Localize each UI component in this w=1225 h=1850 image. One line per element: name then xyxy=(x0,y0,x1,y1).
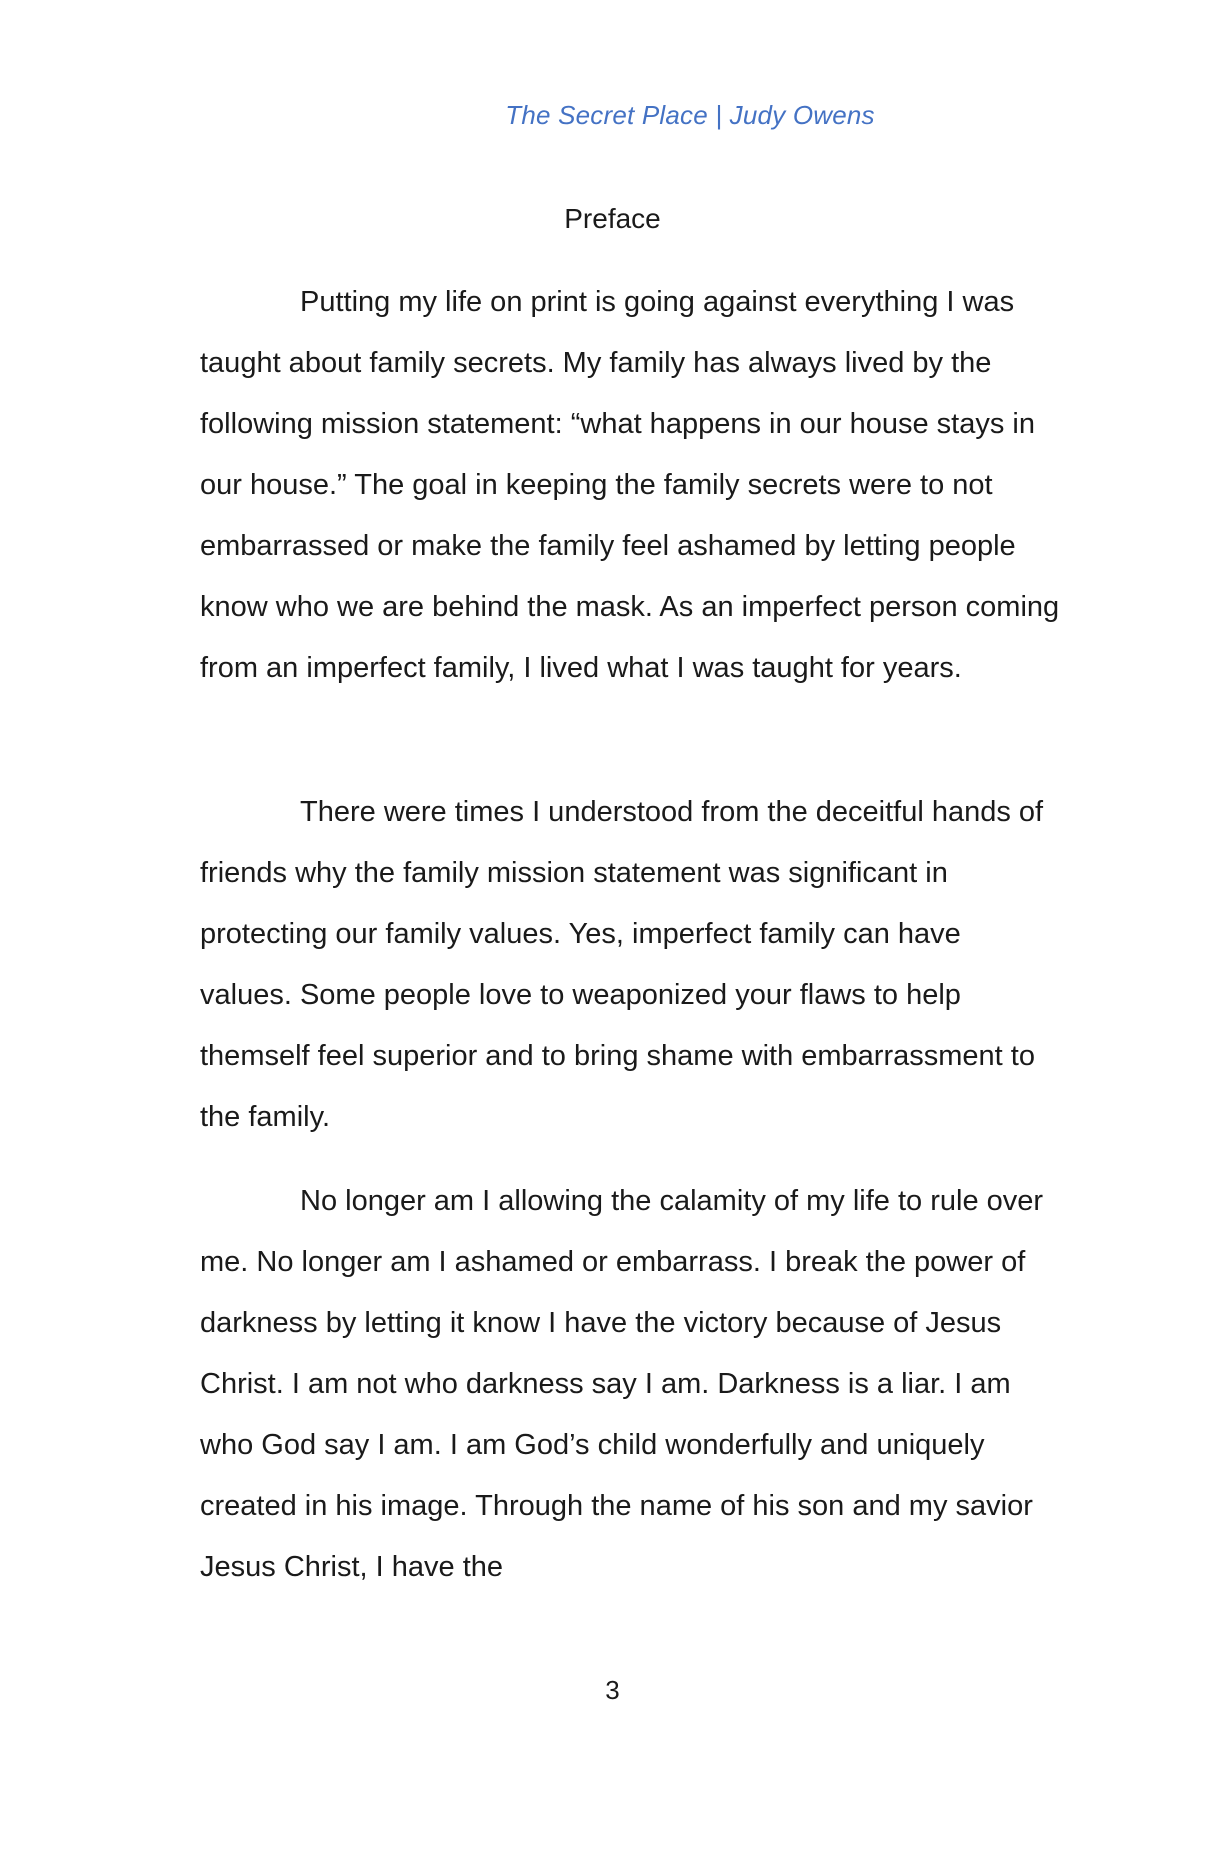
paragraph-3: No longer am I allowing the calamity of my life to rule over me. No longer am I ashamed or embarrass. I break the power of darkness by letting it know I have the victory because of Jesus Christ. I am not who darkness say I am. Darkness is a liar. I am who God say I am. I am God’s child wonderfully and uniquely created in his image. Through the name of his son and my savior Jesus Christ, I have the xyxy=(200,1185,1044,1583)
page-number: 3 xyxy=(605,1675,620,1705)
paragraph-2: There were times I understood from the deceitful hands of friends why the family mission statement was significant in protecting our family values. Yes, imperfect family can have values. Some people love to weaponized your flaws to help themself feel superior and to bring shame with embarrassment to the family. xyxy=(200,796,1044,1133)
running-header: The Secret Place | Judy Owens xyxy=(505,100,875,130)
chapter-title: Preface xyxy=(564,203,661,234)
paragraph-1: Putting my life on print is going against everything I was taught about family secrets. My family has always lived by the following mission statement: “what happens in our house stays in our house.” The goal in keeping the family secrets were to not embarrassed or make the family feel ashamed by letting people know who we are behind the mask. As an imperfect person coming from an imperfect family, I lived what I was taught for years. xyxy=(200,286,1060,684)
